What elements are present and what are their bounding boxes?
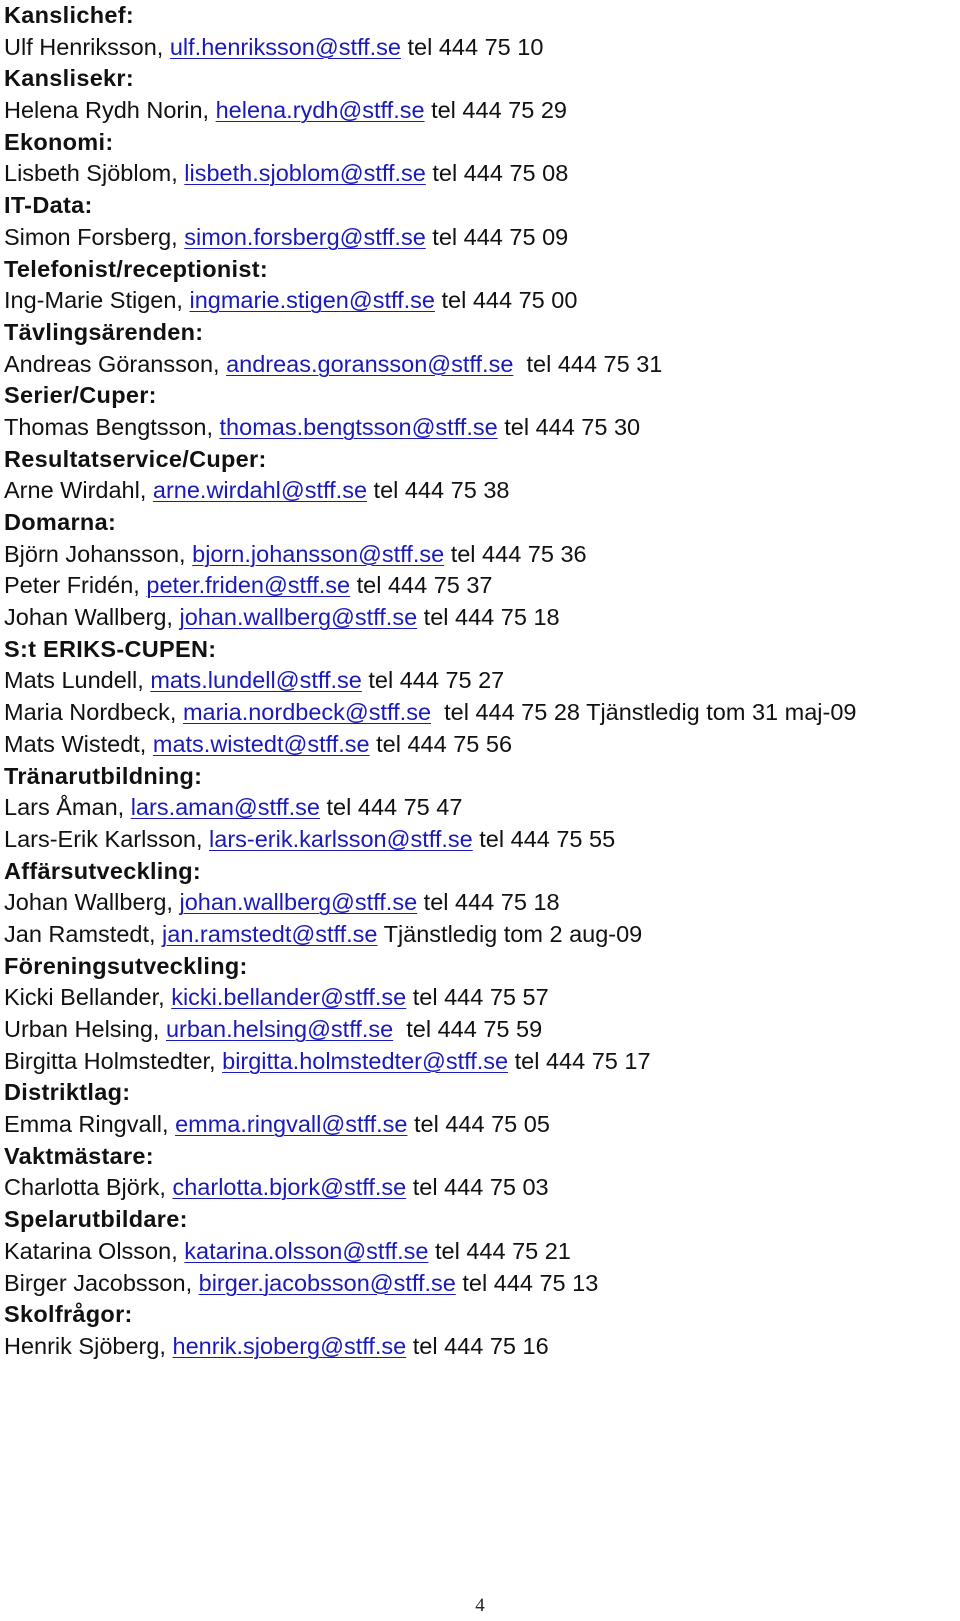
email-link[interactable]: arne.wirdahl@stff.se bbox=[152, 477, 368, 504]
section-heading: Kanslichef: bbox=[4, 2, 134, 28]
section-heading: Resultatservice/Cuper: bbox=[4, 445, 267, 472]
contact-entry bbox=[4, 1014, 956, 1046]
contact-name: Birger Jacobsson, bbox=[4, 1269, 193, 1296]
contact-name: Peter Fridén, bbox=[4, 572, 140, 599]
section-heading: IT-Data: bbox=[4, 192, 93, 219]
contact-phone-info: tel 444 75 37 bbox=[350, 572, 493, 599]
contact-phone-info: tel 444 75 18 bbox=[417, 604, 560, 631]
contact-entry bbox=[4, 222, 956, 254]
contact-entry bbox=[4, 32, 956, 64]
contact-phone-info: tel 444 75 38 bbox=[367, 477, 510, 504]
contact-phone-info: tel 444 75 56 bbox=[369, 730, 513, 757]
section-heading: Skolfrågor: bbox=[4, 1301, 133, 1328]
contact-phone-info: tel 444 75 27 bbox=[361, 667, 505, 694]
section-heading: Domarna: bbox=[4, 509, 117, 535]
email-link[interactable]: simon.forsberg@stff.se bbox=[184, 223, 426, 250]
email-link[interactable]: johan.wallberg@stff.se bbox=[179, 889, 418, 916]
contact-name: Ulf Henriksson, bbox=[4, 33, 164, 60]
email-link[interactable]: andreas.goransson@stff.se bbox=[226, 350, 514, 377]
contact-phone-info: tel 444 75 47 bbox=[320, 794, 463, 821]
contact-entry bbox=[4, 729, 956, 761]
email-link[interactable]: birgitta.holmstedter@stff.se bbox=[222, 1047, 509, 1074]
email-link[interactable]: maria.nordbeck@stff.se bbox=[182, 699, 432, 726]
email-link[interactable]: charlotta.bjork@stff.se bbox=[172, 1174, 407, 1201]
contact-phone-info: tel 444 75 05 bbox=[407, 1111, 550, 1138]
contact-entry bbox=[4, 412, 956, 444]
email-link[interactable]: urban.helsing@stff.se bbox=[165, 1016, 394, 1042]
contact-name: Emma Ringvall, bbox=[4, 1111, 169, 1138]
email-link[interactable]: birger.jacobsson@stff.se bbox=[198, 1269, 456, 1296]
contact-name: Lars Åman, bbox=[4, 794, 125, 821]
email-link[interactable]: thomas.bengtsson@stff.se bbox=[219, 413, 498, 440]
contact-phone-info: tel 444 75 08 bbox=[425, 160, 569, 187]
email-link[interactable]: bjorn.johansson@stff.se bbox=[192, 540, 445, 567]
contact-phone-info: tel 444 75 36 bbox=[444, 540, 587, 567]
contact-name: Simon Forsberg, bbox=[4, 223, 178, 250]
contact-name: Charlotta Björk, bbox=[4, 1174, 166, 1201]
contact-phone-info: tel 444 75 31 bbox=[513, 350, 663, 377]
contact-phone-info: tel 444 75 21 bbox=[428, 1237, 571, 1264]
contact-phone-info: tel 444 75 10 bbox=[400, 33, 544, 60]
contact-entry bbox=[4, 697, 956, 729]
contact-name: Lisbeth Sjöblom, bbox=[4, 160, 178, 187]
section-heading: Distriktlag: bbox=[4, 1079, 131, 1106]
contact-name: Birgitta Holmstedter, bbox=[4, 1047, 216, 1074]
contact-name: Mats Wistedt, bbox=[4, 730, 147, 757]
section-heading: S:t ERIKS-CUPEN: bbox=[4, 635, 217, 662]
section-heading: Ekonomi: bbox=[4, 128, 114, 155]
email-link[interactable]: ingmarie.stigen@stff.se bbox=[189, 287, 435, 314]
contact-phone-info: tel 444 75 09 bbox=[425, 223, 569, 250]
contact-entry bbox=[4, 95, 956, 127]
section-heading: Tävlingsärenden: bbox=[4, 318, 204, 345]
contact-entry bbox=[4, 349, 956, 381]
contact-entry bbox=[4, 1109, 956, 1141]
email-link[interactable]: katarina.olsson@stff.se bbox=[184, 1237, 429, 1264]
contact-entry bbox=[4, 919, 956, 951]
contact-entry bbox=[4, 1331, 956, 1363]
contact-phone-info: tel 444 75 57 bbox=[406, 984, 549, 1011]
email-link[interactable]: henrik.sjoberg@stff.se bbox=[172, 1332, 407, 1359]
contact-name: Helena Rydh Norin, bbox=[4, 97, 210, 124]
contact-entry bbox=[4, 982, 956, 1014]
email-link[interactable]: helena.rydh@stff.se bbox=[215, 97, 425, 124]
contact-phone-info: tel 444 75 28 Tjänstledig tom 31 maj-09 bbox=[431, 699, 857, 726]
contact-name: Henrik Sjöberg, bbox=[4, 1332, 166, 1359]
contact-phone-info: tel 444 75 59 bbox=[393, 1016, 543, 1042]
contact-phone-info: tel 444 75 17 bbox=[508, 1047, 651, 1074]
contact-entry bbox=[4, 887, 956, 919]
staff-directory bbox=[4, 0, 956, 1363]
email-link[interactable]: lisbeth.sjoblom@stff.se bbox=[184, 160, 426, 187]
email-link[interactable]: lars-erik.karlsson@stff.se bbox=[209, 825, 473, 852]
contact-entry bbox=[4, 570, 956, 602]
section-heading: Vaktmästare: bbox=[4, 1142, 154, 1169]
contact-name: Maria Nordbeck, bbox=[4, 699, 177, 726]
contact-name: Johan Wallberg, bbox=[4, 889, 173, 916]
contact-name: Thomas Bengtsson, bbox=[4, 413, 213, 440]
email-link[interactable]: lars.aman@stff.se bbox=[130, 794, 320, 821]
contact-phone-info: tel 444 75 03 bbox=[406, 1174, 549, 1201]
email-link[interactable]: emma.ringvall@stff.se bbox=[175, 1111, 408, 1138]
page-number: 4 bbox=[475, 1595, 485, 1616]
contact-name: Lars-Erik Karlsson, bbox=[4, 825, 203, 852]
contact-phone-info: tel 444 75 30 bbox=[497, 413, 641, 440]
contact-entry bbox=[4, 1236, 956, 1268]
section-heading: Föreningsutveckling: bbox=[4, 952, 248, 979]
section-heading: Tränarutbildning: bbox=[4, 762, 203, 789]
section-heading: Serier/Cuper: bbox=[4, 382, 157, 409]
section-heading: Kanslisekr: bbox=[4, 65, 135, 92]
section-heading: Telefonist/receptionist: bbox=[4, 255, 268, 282]
contact-entry bbox=[4, 665, 956, 697]
section-heading: Spelarutbildare: bbox=[4, 1206, 188, 1233]
email-link[interactable]: johan.wallberg@stff.se bbox=[179, 604, 418, 631]
contact-entry bbox=[4, 158, 956, 190]
contact-entry bbox=[4, 1268, 956, 1300]
contact-entry bbox=[4, 285, 956, 317]
email-link[interactable]: mats.wistedt@stff.se bbox=[152, 730, 370, 757]
email-link[interactable]: mats.lundell@stff.se bbox=[150, 667, 362, 694]
contact-entry bbox=[4, 475, 956, 507]
contact-entry bbox=[4, 824, 956, 856]
contact-entry bbox=[4, 792, 956, 824]
contact-name: Ing-Marie Stigen, bbox=[4, 287, 183, 314]
contact-name: Katarina Olsson, bbox=[4, 1237, 178, 1264]
contact-phone-info: Tjänstledig tom 2 aug-09 bbox=[377, 920, 643, 947]
contact-phone-info: tel 444 75 13 bbox=[455, 1269, 599, 1296]
contact-phone-info: tel 444 75 55 bbox=[472, 825, 616, 852]
contact-name: Mats Lundell, bbox=[4, 667, 144, 694]
contact-name: Arne Wirdahl, bbox=[4, 477, 147, 504]
email-link[interactable]: kicki.bellander@stff.se bbox=[171, 984, 407, 1011]
contact-name: Andreas Göransson, bbox=[4, 350, 220, 377]
contact-entry bbox=[4, 1172, 956, 1204]
contact-name: Kicki Bellander, bbox=[4, 984, 165, 1011]
section-heading: Affärsutveckling: bbox=[4, 857, 202, 884]
contact-phone-info: tel 444 75 18 bbox=[417, 889, 560, 916]
contact-phone-info: tel 444 75 00 bbox=[434, 287, 578, 314]
contact-phone-info: tel 444 75 16 bbox=[406, 1332, 549, 1359]
email-link[interactable]: peter.friden@stff.se bbox=[146, 572, 351, 599]
contact-name: Jan Ramstedt, bbox=[4, 920, 156, 947]
email-link[interactable]: jan.ramstedt@stff.se bbox=[162, 920, 378, 947]
email-link[interactable]: ulf.henriksson@stff.se bbox=[169, 33, 401, 60]
contact-phone-info: tel 444 75 29 bbox=[424, 97, 567, 124]
contact-entry bbox=[4, 1046, 956, 1078]
contact-name: Björn Johansson, bbox=[4, 540, 186, 567]
contact-name: Urban Helsing, bbox=[4, 1016, 160, 1042]
contact-name: Johan Wallberg, bbox=[4, 604, 173, 631]
contact-entry bbox=[4, 602, 956, 634]
contact-entry bbox=[4, 539, 956, 571]
